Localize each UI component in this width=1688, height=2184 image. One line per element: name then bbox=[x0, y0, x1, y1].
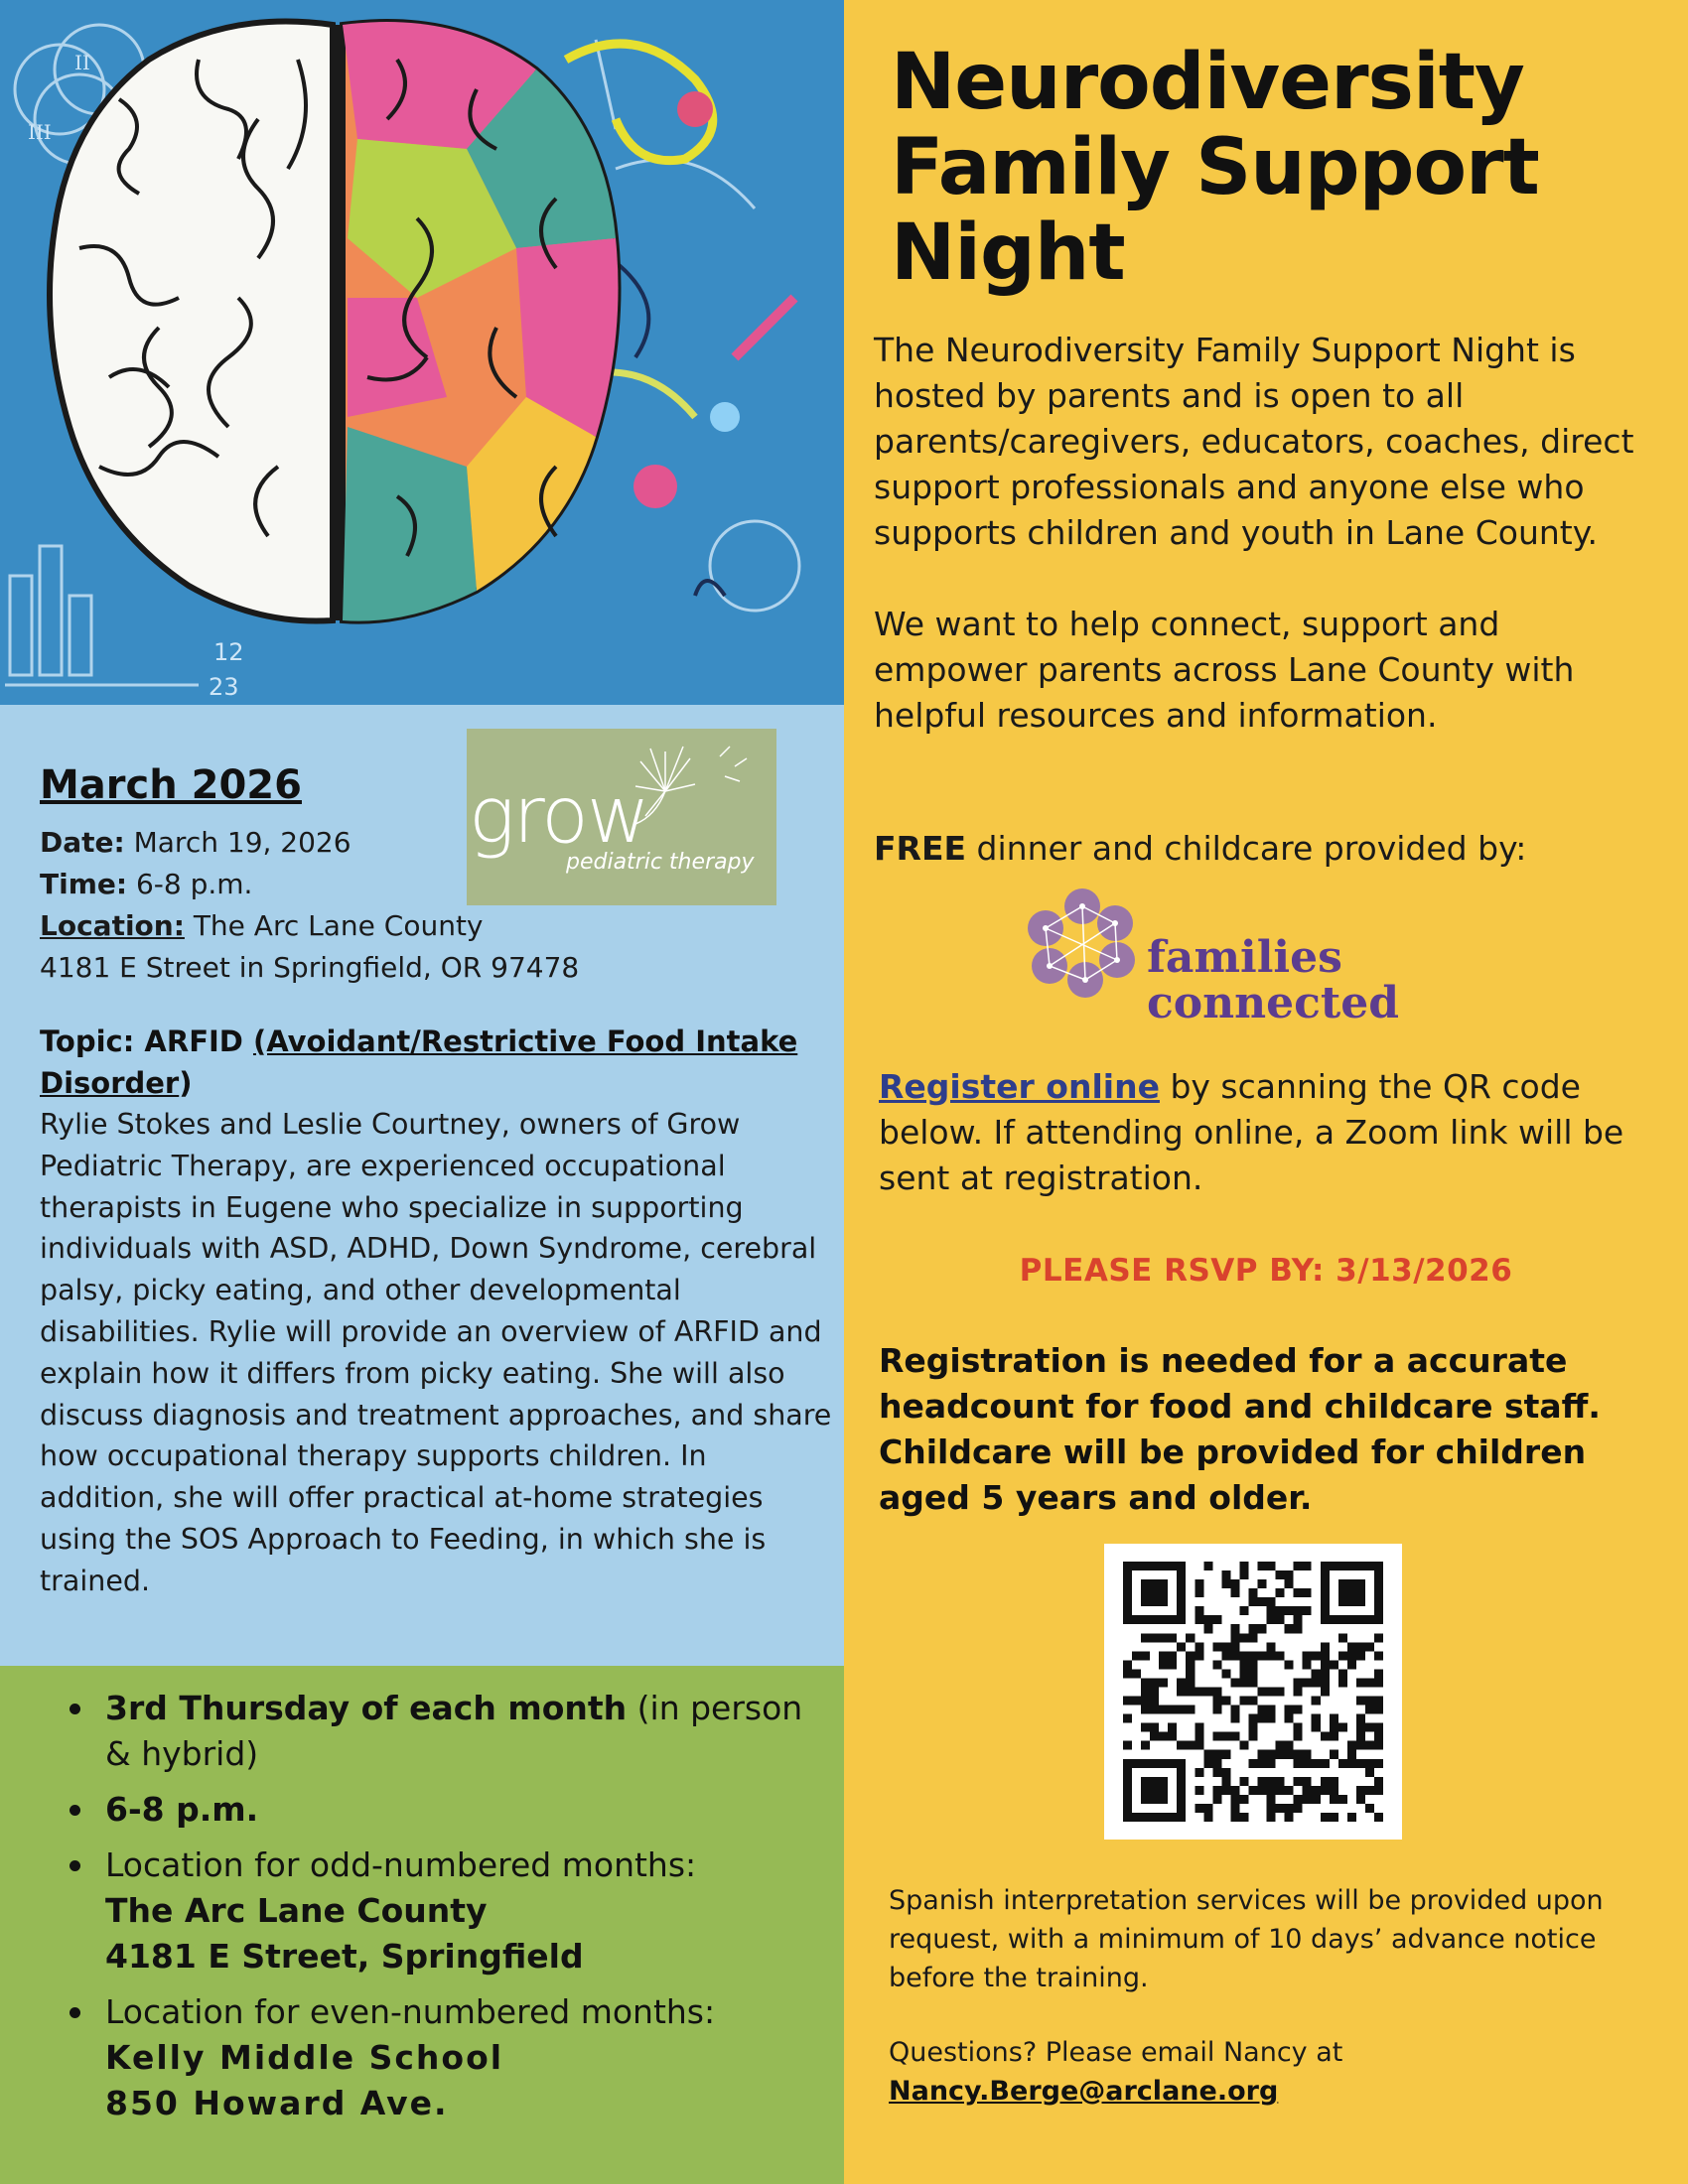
page-title: Neurodiversity Family Support Night bbox=[891, 38, 1539, 298]
intro-paragraph-1: The Neurodiversity Family Support Night is hosted by parents and is open to all parents/caregivers, educators, coaches, direct support professionals and anyone else who supports children and youth in Lane County. bbox=[874, 331, 1634, 552]
intro-paragraph-2: We want to help connect, support and empower parents across Lane County with helpful resources and information. bbox=[874, 605, 1575, 735]
brain-illustration bbox=[0, 0, 844, 705]
event-details bbox=[40, 822, 655, 989]
questions-contact: Questions? Please email Nancy at Nancy.Berge@arclane.org bbox=[889, 2037, 1343, 2107]
topic-description: Rylie Stokes and Leslie Courtney, owners of Grow Pediatric Therapy, are experienced occupational therapists in Eugene who specialize in supporting individuals with ASD, ADHD, Down Syndrome, cerebral palsy, picky eating, and other developmental disabilities. Rylie will provide an overview of ARFID and explain how it differs from picky eating. She will also discuss diagnosis and treatment approaches, and share how occupational therapy supports children. In addition, she will offer practical at-home strategies using the SOS Approach to Feeding, in which she is trained. bbox=[40, 1108, 832, 1597]
right-column bbox=[844, 0, 1688, 2184]
free-dinner-line: FREE dinner and childcare provided by: bbox=[874, 829, 1527, 868]
registration-needed-text: Registration is needed for a accurate headcount for food and childcare staff. Childcare will be provided for children aged 5 years and older. bbox=[879, 1341, 1601, 1517]
schedule-panel bbox=[0, 1666, 844, 2184]
event-info-panel bbox=[0, 705, 844, 1666]
event-address: 4181 E Street in Springfield, OR 97478 bbox=[40, 951, 580, 984]
grow-logo-word: grow bbox=[469, 771, 648, 861]
registration-qr-code[interactable] bbox=[1104, 1544, 1402, 1840]
rsvp-deadline: PLEASE RSVP BY: 3/13/2026 bbox=[1019, 1253, 1513, 1289]
chart-number-12: 12 bbox=[213, 638, 244, 666]
event-location: Location: The Arc Lane County bbox=[40, 909, 484, 942]
schedule-item-odd-months: Location for odd-numbered months: The Arc Lane County 4181 E Street, Springfield bbox=[70, 1843, 834, 1979]
roman-numeral-3: III bbox=[28, 120, 52, 144]
roman-numeral-2: II bbox=[74, 51, 90, 74]
contact-email-link[interactable]: Nancy.Berge@arclane.org bbox=[889, 2076, 1279, 2107]
schedule-item-day: 3rd Thursday of each month (in person & hybrid) bbox=[70, 1686, 834, 1777]
spanish-interpretation-note: Spanish interpretation services will be provided upon request, with a minimum of 10 days’ advance notice before the training. bbox=[889, 1885, 1604, 1993]
schedule-item-even-months: Location for even-numbered months: Kelly Middle School 850 Howard Ave. bbox=[70, 1989, 834, 2126]
grow-logo-subtitle: pediatric therapy bbox=[566, 850, 755, 875]
topic-heading: Topic: ARFID (Avoidant/Restrictive Food Intake Disorder) bbox=[40, 1024, 798, 1100]
qr-code-pattern bbox=[1122, 1562, 1384, 1822]
event-month-heading: March 2026 bbox=[40, 762, 302, 808]
chart-number-23: 23 bbox=[209, 673, 239, 701]
brain-artwork bbox=[0, 0, 844, 705]
event-time: Time: 6-8 p.m. bbox=[40, 868, 253, 900]
schedule-item-time: 6-8 p.m. bbox=[70, 1787, 834, 1833]
schedule-list bbox=[70, 1686, 834, 2136]
families-connected-logo bbox=[1028, 884, 1445, 1037]
network-flower-icon bbox=[1028, 888, 1137, 998]
intro-text bbox=[874, 328, 1658, 739]
register-online-link[interactable]: Register online bbox=[879, 1067, 1160, 1106]
register-text: Register online by scanning the QR code below. If attending online, a Zoom link will be sent at registration. bbox=[879, 1067, 1624, 1197]
families-connected-wordmark: families connected bbox=[1147, 932, 1399, 1028]
event-date: Date: March 19, 2026 bbox=[40, 826, 352, 859]
